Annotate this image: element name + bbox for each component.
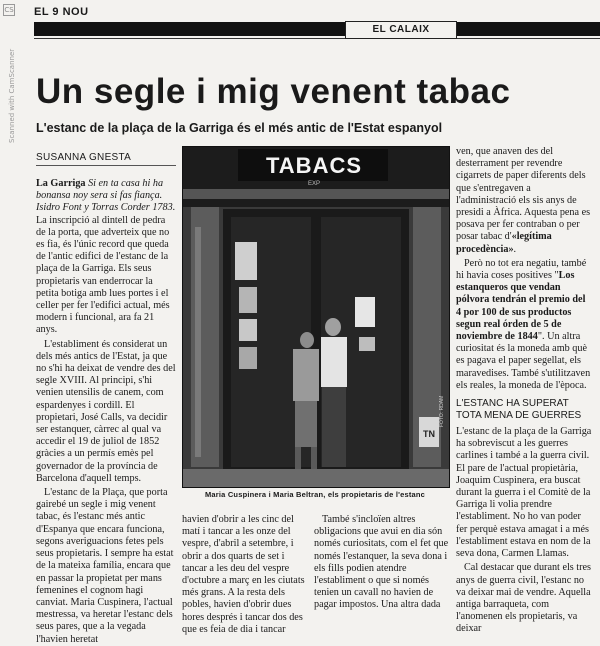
byline-divider [36,165,176,166]
paragraph: Cal destacar que durant els tres anys de guerra civil, l'estanc no va deixar mai de vendre. Aquella antiga barraqueta, com l'anomenen els propietaris, va deixar [456,562,592,635]
paragraph: havien d'obrir a les cinc del matí i tancar a les onze del vespre, d'abril a setembre, i obrir a dos quarts de set i tancar a les deu del vespre d'octubre a març en les ciutats més grans. A la resta dels pobles, havien d'obrir dues hores després i tancar dos des que es feia de dia i tancar [182,514,305,635]
article-column-2 [182,514,306,635]
scanner-watermark-text: Scanned with CamScanner [8,48,16,143]
masthead: EL 9 NOU [34,6,89,18]
paragraph-text: ". Un altra curiositat és la moneda amb què es pagava el paper segellat, els maravedises. També s'utilitzaven els reales, la moneda de l'època. [456,331,591,391]
paragraph: També s'incloïen altres obligacions que avui en dia són només curiositats, com el fet que només l'estanquer, la seva dona i els fills podien atendre l'establiment o que si només tenien un cavall no havien de pagar impostos. Una altra dada [314,514,449,611]
article-column-4 [456,146,592,635]
paragraph-text: . [513,243,517,255]
door-sign-text: TN [423,429,435,439]
tabacs-sign-subtext: EXP [307,181,321,187]
article-column-3 [314,514,451,611]
tabacs-sign: TABACS [265,153,363,178]
paragraph [36,178,176,337]
paragraph: L'estanc de la plaça de la Garriga ha sobreviscut a les guerres carlines i també a la guerra civil. El pare de l'actual propietària, Joaquim Cuspinera, era buscat durant la guerra i el Comitè de la Garriga li volia prendre l'establiment. No ho van poder fer perquè estava amagat i a més l'establiment estava en nom de la seva dona, Carmen Llamas. [456,426,592,560]
scanner-watermark [2,4,16,143]
paragraph-text: ven, que anaven des del desterrament per revendre cigarrets de paper diferents dels que s'entregaven a l'administració els sis anys de presidi a Àfrica. Aquesta pena es posava per fer contraban o per posar tabac d' [456,146,591,243]
paragraph: L'establiment és considerat un dels més antics de l'Estat, ja que no s'hi ha deixat de vendre des del segle XVIII. Al principi, s'hi venien utensilis de canem, com espardenyes i cordill. El propietari, José Calls, va decidir ser estanquer, càrrec al qual va accedir el 19 de juliol de 1852 gràcies a un permís emès pel governador de la província de Barcelona d'aquell temps. [36,338,176,484]
dateline: La Garriga [36,178,86,189]
section-subhead: L'ESTANC HA SUPERAT TOTA MENA DE GUERRES [456,398,582,422]
photo-credit: FOTO: RDAM [439,395,445,427]
emphasis-text: «legítima procedència» [456,231,552,255]
headline: Un segle i mig venent tabac [36,72,511,111]
paragraph: L'estanc de la Plaça, que porta gairebé un segle i mig venent tabac, és l'estanc més antic d'Espanya que encara funciona, segons averiguacions fetes pels seus propietaris. I sempre ha estat de la mateixa família, encara que en passar la propietat per mans femenines el cognom hagi canviat. Maria Cuspinera, l'actual mestressa, va heretar l'estanc dels seus pares, que a la vegada l'havien heretat [36,487,174,645]
paragraph [456,146,592,256]
section-bar [34,22,600,36]
paragraph-text: Però no tot era negatiu, també hi havia coses positives " [456,257,587,282]
quoted-decree: Los estanqueros que vendan pólvora tendrán el premio del 4 por 100 de sus productos segun real órden de 5 de noviembre de 1844 [456,270,586,343]
paragraph [456,258,592,392]
camscanner-logo-icon: CS [4,6,14,14]
paragraph-text: La inscripció al dintell de pedra de la porta, que adverteix que no es fia, és l'únic record que queda de l'antic edifici de l'estanc de la plaça de la Garriga. Els seus propietaris van enderrocar la petita botiga amb lues portes i el celler per fer l'edifici actual, més modern i funcional, ara fa 21 anys. [36,214,170,336]
inscription-quote: Si en ta casa hi ha bonansa noy sera si fas fiança. Isidro Font y Torras Corder 1783. [36,178,176,214]
photo-caption: Maria Cuspinera i Maria Beltran, els propietaris de l'estanc [204,490,426,499]
byline: SUSANNA GNESTA [36,152,132,163]
storefront-photo [182,146,450,488]
section-bar-rule [34,38,600,39]
subheadline: L'estanc de la plaça de la Garriga és el més antic de l'Estat espanyol [36,121,443,135]
article-column-1 [36,178,176,645]
section-label: EL CALAIX [345,21,457,39]
